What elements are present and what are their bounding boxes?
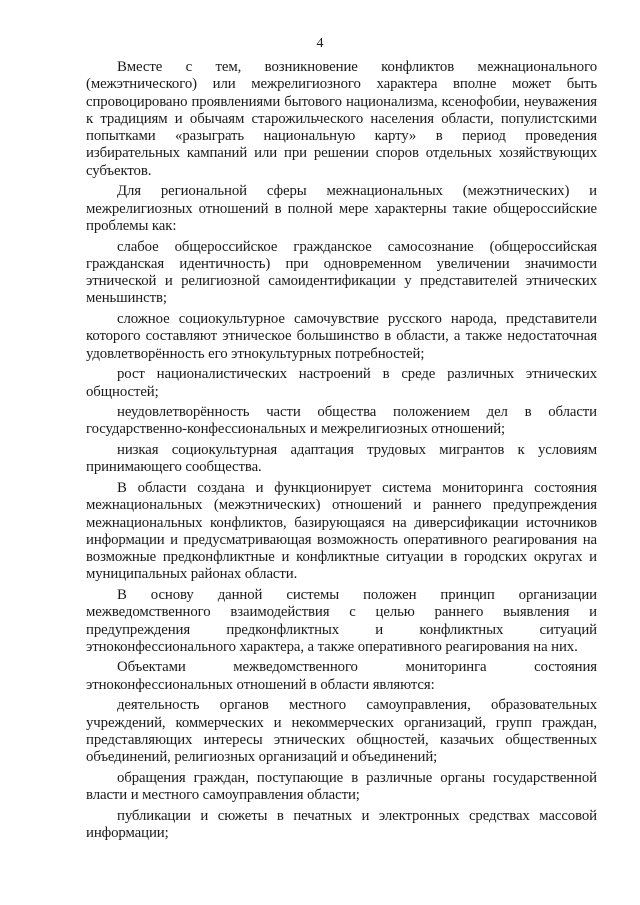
list-item: деятельность органов местного самоуправления, образовательных учреждений, коммерческих и некоммерческих организаций, групп граждан, представляющих интересы этнических общностей, казачьих общественных объединений, религиозных организаций и объединений; <box>86 697 597 766</box>
list-item: низкая социокультурная адаптация трудовых мигрантов к условиям принимающего сообщества. <box>86 442 597 476</box>
list-item: обращения граждан, поступающие в различные органы государственной власти и местного самоуправления области; <box>86 769 597 804</box>
document-body <box>86 59 597 846</box>
page-number: 4 <box>316 36 324 51</box>
list-item: слабое общероссийское гражданское самосознание (общероссийская гражданская идентичность) при одновременном увеличении значимости этнической и религиозной самоидентификации у представителей этнических меньшинств; <box>86 238 597 307</box>
list-item: рост националистических настроений в среде различных этнических общностей; <box>86 366 597 400</box>
paragraph: Вместе с тем, возникновение конфликтов межнационального (межэтнического) или межрелигиозного характера вполне может быть спровоцировано проявлениями бытового национализма, ксенофобии, неуважения к традициям и обычаям старожильческого населения области, популистскими попытками «разыграть национальную карту» в период проведения избирательных кампаний или при решении споров отдельных хозяйствующих субъектов. <box>86 59 597 179</box>
paragraph: Для региональной сферы межнациональных (межэтнических) и межрелигиозных отношений в полной мере характерны такие общероссийские проблемы как: <box>86 183 597 234</box>
paragraph: В основу данной системы положен принцип организации межведомственного взаимодействия с целью раннего выявления и предупреждения предконфликтных и конфликтных ситуаций этноконфессионального характера, а также оперативного реагирования на них. <box>86 586 597 655</box>
list-item: неудовлетворённость части общества положением дел в области государственно-конфессиональных и межрелигиозных отношений; <box>86 404 597 438</box>
paragraph: Объектами межведомственного мониторинга состояния этноконфессиональных отношений в области являются: <box>86 659 597 693</box>
paragraph: В области создана и функционирует система мониторинга состояния межнациональных (межэтнических) отношений и раннего предупреждения межнациональных конфликтов, базирующаяся на диверсификации источников информации и предусматривающая возможность оперативного реагирования на возможные предконфликтные и конфликтные ситуации в городских округах и муниципальных районах области. <box>86 479 597 583</box>
list-item: сложное социокультурное самочувствие русского народа, представители которого составляют этническое большинство в области, а также недостаточная удовлетворённость его этнокультурных потребностей; <box>86 311 597 362</box>
list-item: публикации и сюжеты в печатных и электронных средствах массовой информации; <box>86 807 597 842</box>
